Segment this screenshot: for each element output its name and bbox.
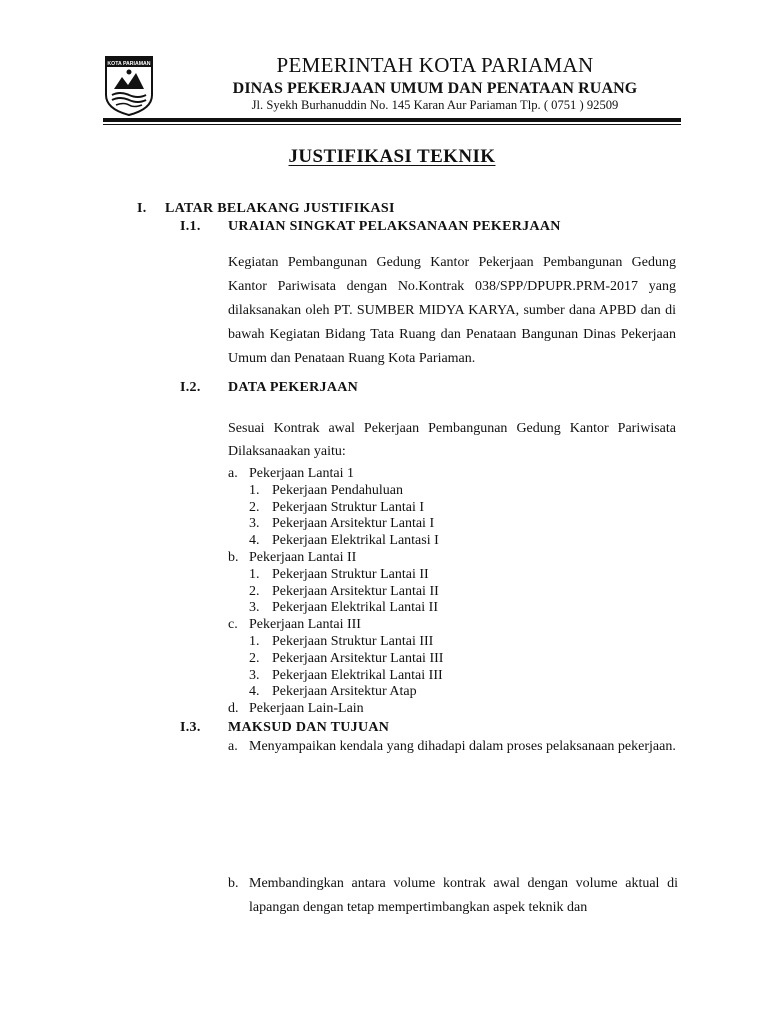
- list-item: 3. Pekerjaan Arsitektur Lantai I: [249, 516, 435, 532]
- list-item: 1. Pekerjaan Pendahuluan: [249, 482, 404, 498]
- subsection-1-1-number: I.1.: [180, 219, 201, 234]
- list-item: 2. Pekerjaan Arsitektur Lantai III: [249, 650, 444, 666]
- list-item: d. Pekerjaan Lain-Lain: [228, 701, 364, 717]
- government-name: PEMERINTAH KOTA PARIAMAN: [276, 53, 594, 77]
- subsection-1-1-heading: URAIAN SINGKAT PELAKSANAAN PEKERJAAN: [228, 219, 561, 234]
- section-1-heading: LATAR BELAKANG JUSTIFIKASI: [165, 201, 395, 216]
- list-item: 4. Pekerjaan Arsitektur Atap: [249, 684, 417, 700]
- subsection-1-2-heading: DATA PEKERJAAN: [228, 380, 359, 395]
- list-item: 2. Pekerjaan Struktur Lantai I: [249, 499, 425, 515]
- agency-name: DINAS PEKERJAAN UMUM DAN PENATAAN RUANG: [232, 80, 638, 97]
- list-item: b. Pekerjaan Lantai II: [228, 549, 357, 565]
- list-item: 3. Pekerjaan Elektrikal Lantai III: [249, 667, 443, 683]
- list-item: 3. Pekerjaan Elektrikal Lantai II: [249, 600, 438, 616]
- purpose-item-b: b. Membandingkan antara volume kontrak awal dengan volume aktual di lapangan dengan tetap mempertimbangkan aspek teknik dan: [228, 876, 678, 915]
- logo-text: KOTA PARIAMAN: [107, 61, 151, 67]
- subsection-1-2-number: I.2.: [180, 380, 201, 395]
- agency-address: Jl. Syekh Burhanuddin No. 145 Karan Aur Pariaman Tlp. ( 0751 ) 92509: [251, 98, 619, 112]
- city-emblem-logo: [104, 55, 154, 117]
- letterhead-thick-rule: [103, 118, 681, 122]
- list-item: 1. Pekerjaan Struktur Lantai III: [249, 633, 434, 649]
- list-item: c. Pekerjaan Lantai III: [228, 617, 361, 633]
- list-item: 1. Pekerjaan Struktur Lantai II: [249, 566, 429, 582]
- subsection-1-1-paragraph: Kegiatan Pembangunan Gedung Kantor Pekerjaan Pembangunan Gedung Kantor Pariwisata dengan No.Kontrak 038/SPP/DPUPR.PRM-2017 yang dilaksanakan oleh PT. SUMBER MIDYA KARYA, sumber dana APBD dan di bawah Kegiatan Bidang Tata Ruang dan Penataan Bangunan Dinas Pekerjaan Umum dan Penataan Ruang Kota Pariaman.: [228, 255, 676, 366]
- work-data-list: [228, 466, 678, 718]
- subsection-1-3-heading: MAKSUD DAN TUJUAN: [228, 720, 390, 735]
- section-1-number: I.: [137, 201, 147, 216]
- subsection-1-2-paragraph: Sesuai Kontrak awal Pekerjaan Pembangunan Gedung Kantor Pariwisata Dilaksanaakan yaitu:: [228, 421, 676, 459]
- list-item: a. Pekerjaan Lantai 1: [228, 466, 354, 481]
- purpose-item-a: a. Menyampaikan kendala yang dihadapi dalam proses pelaksanaan pekerjaan.: [228, 739, 676, 754]
- letterhead-thin-rule: [103, 124, 681, 125]
- document-title: JUSTIFIKASI TEKNIK: [288, 146, 496, 167]
- subsection-1-3-number: I.3.: [180, 720, 201, 735]
- list-item: 4. Pekerjaan Elektrikal Lantasi I: [249, 533, 439, 549]
- list-item: 2. Pekerjaan Arsitektur Lantai II: [249, 583, 439, 599]
